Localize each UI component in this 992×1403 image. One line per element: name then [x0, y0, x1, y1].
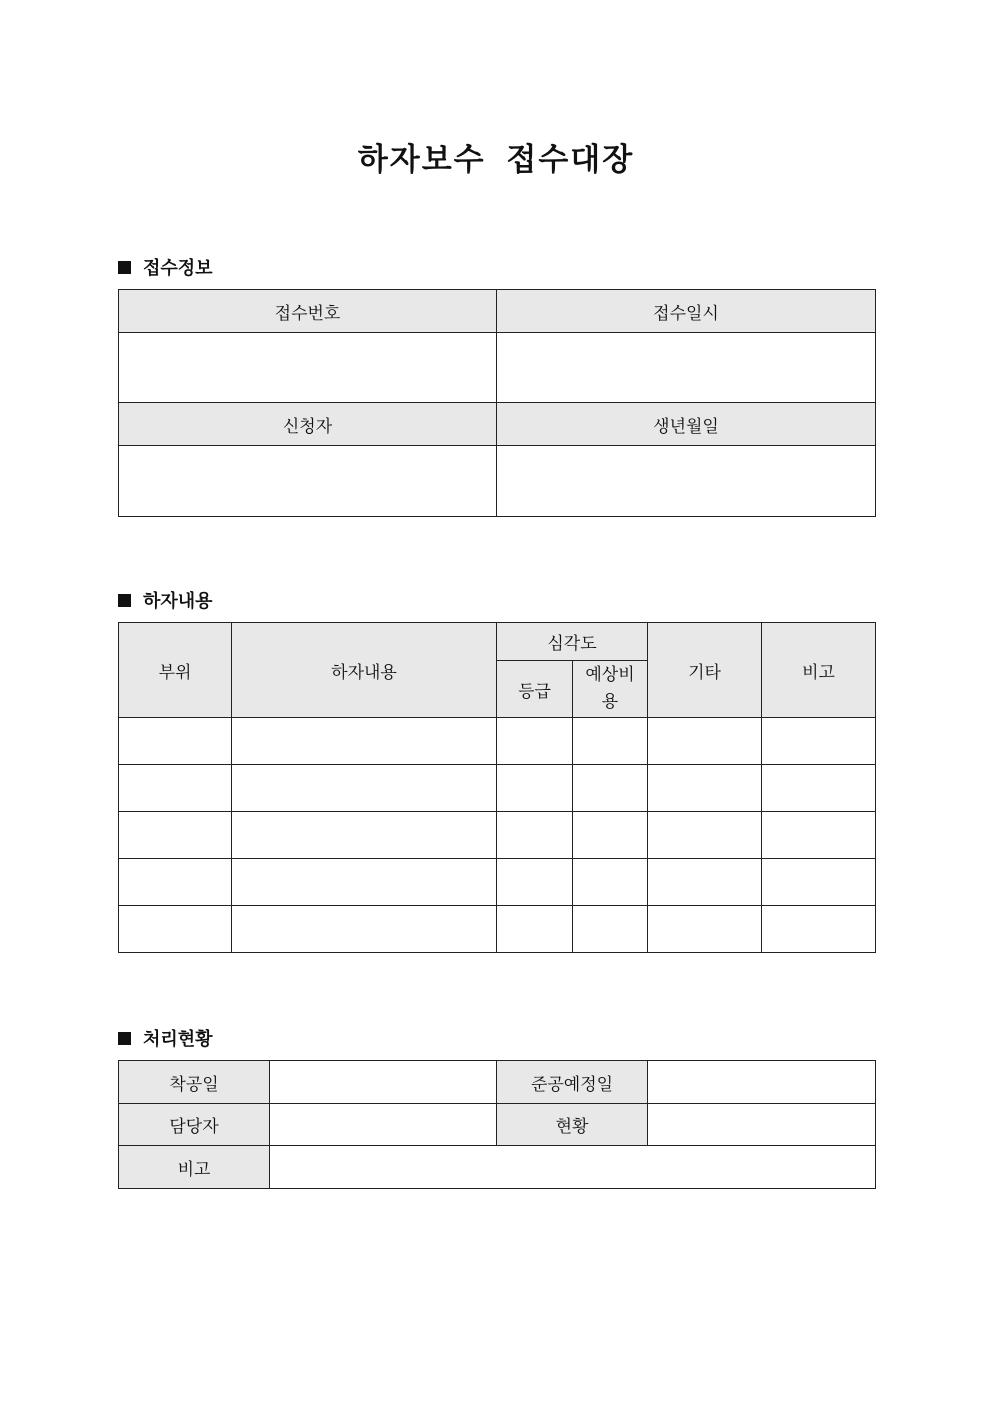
- cost-cell[interactable]: [573, 765, 648, 812]
- cost-cell[interactable]: [573, 859, 648, 906]
- header-part: 부위: [119, 623, 232, 718]
- section-heading-defects: [118, 587, 213, 613]
- note-cell[interactable]: [762, 765, 876, 812]
- etc-cell[interactable]: [648, 859, 762, 906]
- content-cell[interactable]: [232, 765, 497, 812]
- part-cell[interactable]: [119, 765, 232, 812]
- cost-cell[interactable]: [573, 906, 648, 953]
- grade-cell[interactable]: [497, 906, 573, 953]
- square-bullet-icon: [118, 1032, 131, 1045]
- table-row: [119, 812, 876, 859]
- square-bullet-icon: [118, 261, 131, 274]
- label-manager: 담당자: [119, 1104, 270, 1146]
- etc-cell[interactable]: [648, 765, 762, 812]
- note-cell[interactable]: [762, 812, 876, 859]
- label-completion-date: 준공예정일: [497, 1061, 648, 1104]
- header-severity: 심각도: [497, 623, 648, 661]
- header-reception-datetime: 접수일시: [497, 290, 876, 333]
- table-row: [119, 718, 876, 765]
- cost-cell[interactable]: [573, 718, 648, 765]
- part-cell[interactable]: [119, 906, 232, 953]
- manager-field[interactable]: [270, 1104, 497, 1146]
- header-estimated-cost-line2: 용: [601, 692, 619, 712]
- part-cell[interactable]: [119, 859, 232, 906]
- header-note: 비고: [762, 623, 876, 718]
- defects-table: [118, 622, 876, 953]
- part-cell[interactable]: [119, 812, 232, 859]
- header-birthdate: 생년월일: [497, 403, 876, 446]
- applicant-field[interactable]: [119, 446, 497, 517]
- table-row: [119, 906, 876, 953]
- content-cell[interactable]: [232, 812, 497, 859]
- reception-number-field[interactable]: [119, 333, 497, 403]
- grade-cell[interactable]: [497, 765, 573, 812]
- processing-table: [118, 1060, 876, 1189]
- grade-cell[interactable]: [497, 859, 573, 906]
- cost-cell[interactable]: [573, 812, 648, 859]
- completion-date-field[interactable]: [648, 1061, 876, 1104]
- header-estimated-cost-line1: 예상비: [585, 665, 635, 685]
- etc-cell[interactable]: [648, 812, 762, 859]
- header-grade: 등급: [497, 661, 573, 718]
- etc-cell[interactable]: [648, 718, 762, 765]
- note-field[interactable]: [270, 1146, 876, 1189]
- label-status: 현황: [497, 1104, 648, 1146]
- section-heading-reception: [118, 254, 213, 280]
- content-cell[interactable]: [232, 906, 497, 953]
- section-heading-text: 하자내용: [143, 591, 213, 612]
- table-row: [119, 765, 876, 812]
- reception-table: [118, 289, 876, 517]
- header-reception-number: 접수번호: [119, 290, 497, 333]
- header-etc: 기타: [648, 623, 762, 718]
- label-note: 비고: [119, 1146, 270, 1189]
- content-cell[interactable]: [232, 859, 497, 906]
- note-cell[interactable]: [762, 906, 876, 953]
- section-heading-processing: [118, 1025, 213, 1051]
- grade-cell[interactable]: [497, 718, 573, 765]
- table-row: [119, 859, 876, 906]
- birthdate-field[interactable]: [497, 446, 876, 517]
- header-estimated-cost: [573, 661, 648, 718]
- part-cell[interactable]: [119, 718, 232, 765]
- page-title: 하자보수 접수대장: [357, 142, 635, 178]
- reception-datetime-field[interactable]: [497, 333, 876, 403]
- grade-cell[interactable]: [497, 812, 573, 859]
- note-cell[interactable]: [762, 718, 876, 765]
- section-heading-text: 처리현황: [143, 1029, 213, 1050]
- label-start-date: 착공일: [119, 1061, 270, 1104]
- start-date-field[interactable]: [270, 1061, 497, 1104]
- section-heading-text: 접수정보: [143, 258, 213, 279]
- etc-cell[interactable]: [648, 906, 762, 953]
- header-applicant: 신청자: [119, 403, 497, 446]
- header-defect-content: 하자내용: [232, 623, 497, 718]
- content-cell[interactable]: [232, 718, 497, 765]
- note-cell[interactable]: [762, 859, 876, 906]
- status-field[interactable]: [648, 1104, 876, 1146]
- square-bullet-icon: [118, 594, 131, 607]
